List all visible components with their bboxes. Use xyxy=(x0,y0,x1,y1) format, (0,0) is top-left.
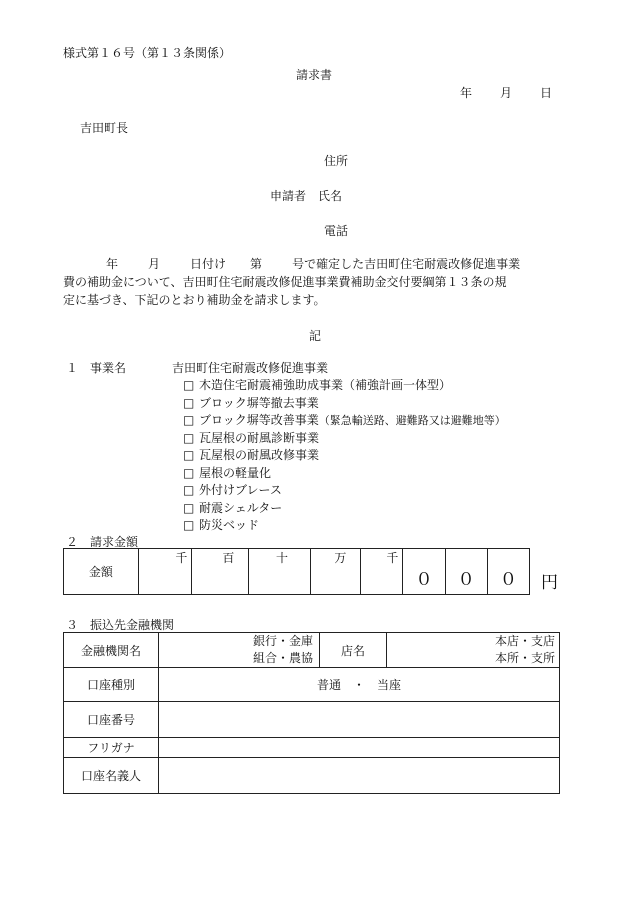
applicant-label: 申請者 xyxy=(270,189,307,203)
unit-label: 万 xyxy=(334,551,347,565)
checkbox[interactable]: □ xyxy=(183,396,195,410)
project-option[interactable] xyxy=(183,376,451,393)
address-label: 住所 xyxy=(324,154,349,168)
amount-label: 金額 xyxy=(88,565,113,579)
body-no: 第 xyxy=(250,257,263,271)
option-label: 耐震シェルター xyxy=(199,501,283,515)
section2-label: ２ 請求金額 xyxy=(66,535,139,549)
amount-label-cell xyxy=(64,549,139,595)
addressee: 吉田町長 xyxy=(80,121,129,135)
body-line-3: 定に基づき、下記のとおり補助金を請求します。 xyxy=(63,293,326,307)
amount-cell[interactable] xyxy=(192,549,249,595)
amount-cell[interactable] xyxy=(249,549,311,595)
unit-label: 千 xyxy=(175,551,188,565)
amount-digit: ０ xyxy=(415,570,433,590)
date-day: 日 xyxy=(540,86,553,100)
account-number-label-cell xyxy=(64,702,159,738)
option-label: ブロック塀等改善事業 xyxy=(199,413,319,427)
applicant-name-line xyxy=(270,187,342,204)
option-label: 瓦屋根の耐風改修事業 xyxy=(199,448,320,462)
account-number-label: 口座番号 xyxy=(86,713,135,727)
option-label: 屋根の軽量化 xyxy=(199,466,272,480)
amount-digit: ０ xyxy=(457,570,475,590)
checkbox[interactable]: □ xyxy=(183,483,195,497)
branch-type-2: 本所・支所 xyxy=(494,651,555,665)
unit-label: 百 xyxy=(222,551,235,565)
bank-name-cell[interactable] xyxy=(159,633,320,668)
bank-type-1: 銀行・金庫 xyxy=(252,634,313,648)
option-note: （緊急輸送路、避難路又は避難地等） xyxy=(318,414,506,427)
project-option[interactable] xyxy=(183,481,282,498)
unit-label: 十 xyxy=(276,551,289,565)
checkbox[interactable]: □ xyxy=(183,378,195,392)
account-type-cell[interactable] xyxy=(159,668,560,702)
checkbox[interactable]: □ xyxy=(183,466,195,480)
ki-heading: 記 xyxy=(309,329,322,343)
body-day: 日付け xyxy=(190,257,227,271)
option-label: 外付けブレース xyxy=(199,483,282,497)
bank-table xyxy=(63,632,560,794)
account-number-cell[interactable] xyxy=(159,702,560,738)
body-rest: 号で確定した吉田町住宅耐震改修促進事業 xyxy=(292,257,521,271)
amount-table xyxy=(63,548,530,595)
furigana-label-cell xyxy=(64,738,159,758)
furigana-label: フリガナ xyxy=(87,741,135,755)
amount-digit: ０ xyxy=(499,570,517,590)
currency-label: 円 xyxy=(541,573,558,593)
amount-cell[interactable] xyxy=(403,549,445,595)
checkbox[interactable]: □ xyxy=(183,518,195,532)
date-year: 年 xyxy=(460,86,473,100)
option-label: 瓦屋根の耐風診断事業 xyxy=(199,431,320,445)
option-label: ブロック塀等撤去事業 xyxy=(199,396,319,410)
checkbox[interactable]: □ xyxy=(183,501,195,515)
checkbox[interactable]: □ xyxy=(183,413,195,427)
date-month: 月 xyxy=(500,86,513,100)
account-type-value: 普通 ・ 当座 xyxy=(316,678,401,692)
account-holder-cell[interactable] xyxy=(159,758,560,794)
account-holder-label-cell xyxy=(64,758,159,794)
body-month: 月 xyxy=(148,257,161,271)
project-option[interactable] xyxy=(183,446,319,463)
document-title: 請求書 xyxy=(296,68,333,82)
project-option[interactable] xyxy=(183,499,282,516)
branch-label-cell xyxy=(320,633,387,668)
branch-label: 店名 xyxy=(340,643,365,658)
body-line-2: 費の補助金について、吉田町住宅耐震改修促進事業費補助金交付要綱第１３条の規 xyxy=(63,275,507,289)
section1-value: 吉田町住宅耐震改修促進事業 xyxy=(172,361,329,375)
account-type-label-cell xyxy=(64,668,159,702)
project-option[interactable] xyxy=(183,429,319,446)
checkbox[interactable]: □ xyxy=(183,431,195,445)
bank-type-2: 組合・農協 xyxy=(252,651,313,665)
account-holder-label: 口座名義人 xyxy=(80,769,141,783)
bank-label-cell xyxy=(64,633,159,668)
body-year: 年 xyxy=(106,257,119,271)
amount-cell[interactable] xyxy=(445,549,487,595)
body-line-1 xyxy=(63,255,520,272)
bank-label: 金融機関名 xyxy=(80,643,141,658)
option-label: 木造住宅耐震補強助成事業（補強計画一体型） xyxy=(199,378,452,392)
unit-label: 千 xyxy=(386,551,399,565)
project-option[interactable] xyxy=(183,411,506,428)
amount-cell[interactable] xyxy=(361,549,403,595)
furigana-cell[interactable] xyxy=(159,738,560,758)
project-option[interactable] xyxy=(183,516,259,533)
phone-label: 電話 xyxy=(324,224,349,238)
project-option[interactable] xyxy=(183,394,319,411)
section1-label: １ 事業名 xyxy=(66,361,127,375)
checkbox[interactable]: □ xyxy=(183,448,195,462)
account-type-label: 口座種別 xyxy=(86,678,135,692)
amount-cell[interactable] xyxy=(138,549,192,595)
form-number: 様式第１６号（第１３条関係） xyxy=(63,46,232,60)
amount-cell[interactable] xyxy=(487,549,529,595)
option-label: 防災ベッド xyxy=(199,518,260,532)
name-label: 氏名 xyxy=(318,189,343,203)
project-option[interactable] xyxy=(183,464,271,481)
branch-type-1: 本店・支店 xyxy=(494,634,555,648)
amount-cell[interactable] xyxy=(311,549,361,595)
branch-name-cell[interactable] xyxy=(387,633,560,668)
date-line xyxy=(460,84,552,101)
section3-label: ３ 振込先金融機関 xyxy=(66,618,175,632)
